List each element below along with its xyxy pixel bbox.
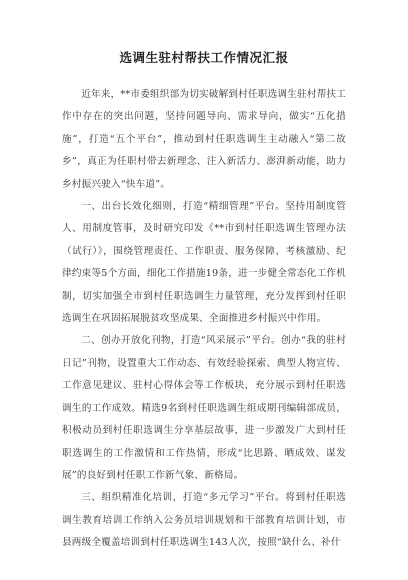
paragraph-section-2: 二、创办开放化刊物，打造“风采展示”平台。创办“我的驻村日记”刊物，设置重大工作动态、有效经验探索、典型人物宣传、工作意见建议、驻村心得体会等工作板块，充分展示到村任职选调生的工作成效。精选9名到村任职选调生组成期刊编辑部成员，积极动员到村任职选调生分享基层故事，进一步激发广大到村任职选调生的工作激情和工作热情，形成“比思路、晒成效、谋发展”的良好到村任职工作新气象、新格局。: [62, 335, 346, 481]
paragraph-intro: 近年来，**市委组织部为切实破解到村任职选调生驻村帮扶工作中存在的突出问题，坚持问题导向、需求导向，做实“五化措施”，打造“五个平台”，推动到村任职选调生主动融入“第二故乡”，真正为任职村带去新理念、注入新活力、澎湃新动能，助力乡村振兴驶入“快车道”。: [62, 89, 346, 190]
paragraph-section-1: 一、出台长效化细则，打造“精细管理”平台。坚持用制度管人、用制度管事，及时研究印发《**市到村任职选调生管理办法（试行）》，围绕管理责任、工作职责、服务保障、考核激励、纪律约束等5个方面，细化工作措施19条，进一步健全常态化工作机制，切实加强全市到村任职选调生力量管理，充分发挥到村任职选调生在巩固拓展脱贫攻坚成果、全面推进乡村振兴中作用。: [62, 201, 346, 325]
paragraph-section-3: 三、组织精准化培训，打造“多元学习”平台。将到村任职选调生教育培训工作纳入公务员培训规划和干部教育培训计划，市县两级全覆盖培训到村任职选调生143人次，按照“缺什么、补什: [62, 492, 346, 549]
document-title: 选调生驻村帮扶工作情况汇报: [119, 50, 289, 65]
